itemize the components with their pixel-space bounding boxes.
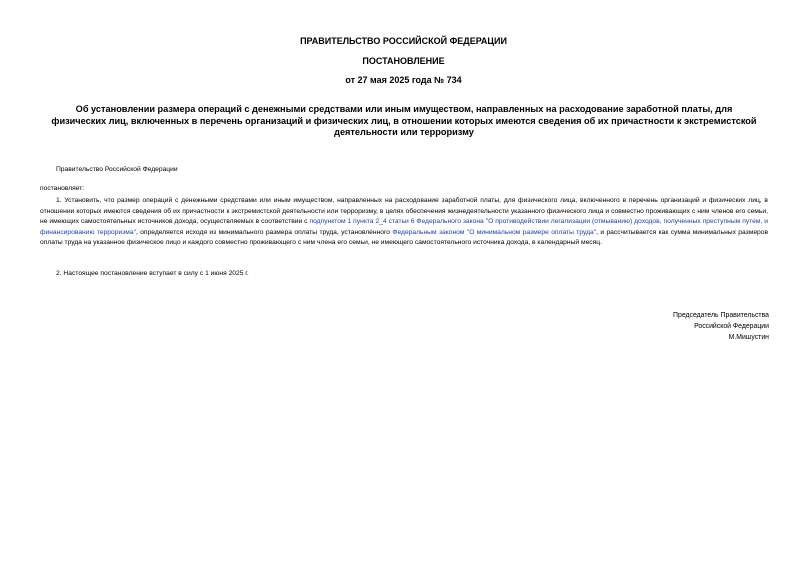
government-title: ПРАВИТЕЛЬСТВО РОССИЙСКОЙ ФЕДЕРАЦИИ: [300, 36, 507, 46]
point1-text-part3: , и рассчитывается как сумма минимальных размеров оплаты труда на указанное физическое лицо и каждого совместно проживающего с ним члена его семьи, не имеющего самостоятельного источника дохода, в календарный месяц.: [40, 228, 769, 247]
signature-name: М.Мишустин: [728, 334, 769, 341]
signature-organization: Российской Федерации: [694, 323, 769, 330]
point1-text-part2: , определяется исходя из минимального размера оплаты труда, установленного: [135, 228, 393, 236]
point1-text-part1: 1. Установить, что размер операций с денежными средствами или иным имуществом, направленных на расходование заработной платы, для физического лица, включенного в перечень организаций и физических лиц, в отношении которых имеются сведения об их причастности к экстремистской деятельности или терроризму, в целях обеспечения жизнедеятельности указанного физического лица и совместно проживающих с ним членов его семьи, не имеющих самостоятельных источников дохода, осуществляемых в соответствии с: [40, 197, 768, 226]
link-minimum-wage-law[interactable]: Федеральным законом "О минимальном размере оплаты труда": [392, 228, 597, 236]
paragraph-point-2: 2. Настоящее постановление вступает в силу с 1 июня 2025 г.: [56, 270, 249, 277]
link-aml-law-subclause[interactable]: подпунктом 1 пункта 2_4 статьи 6 Федерального закона "О противодействии легализации (отмыванию) доходов, полученных преступным путем, и финансированию терроризма": [40, 218, 769, 236]
decrees-word: постановляет:: [40, 185, 85, 192]
document-date: от 27 мая 2025 года № 734: [345, 75, 462, 85]
document-subject: Об установлении размера операций с денежными средствами или иным имуществом, направленных на расходование заработной платы, для физических лиц, включенных в перечень организаций и физических лиц, в отношении которых имеются сведения об их причастности к экстремистской деятельности или терроризму: [51, 104, 757, 137]
signature-block: [673, 310, 769, 343]
paragraph-point-1: [40, 196, 768, 249]
signature-position: Председатель Правительства: [673, 312, 769, 319]
document-type: ПОСТАНОВЛЕНИЕ: [362, 56, 445, 66]
issuing-body: Правительство Российской Федерации: [56, 166, 178, 173]
